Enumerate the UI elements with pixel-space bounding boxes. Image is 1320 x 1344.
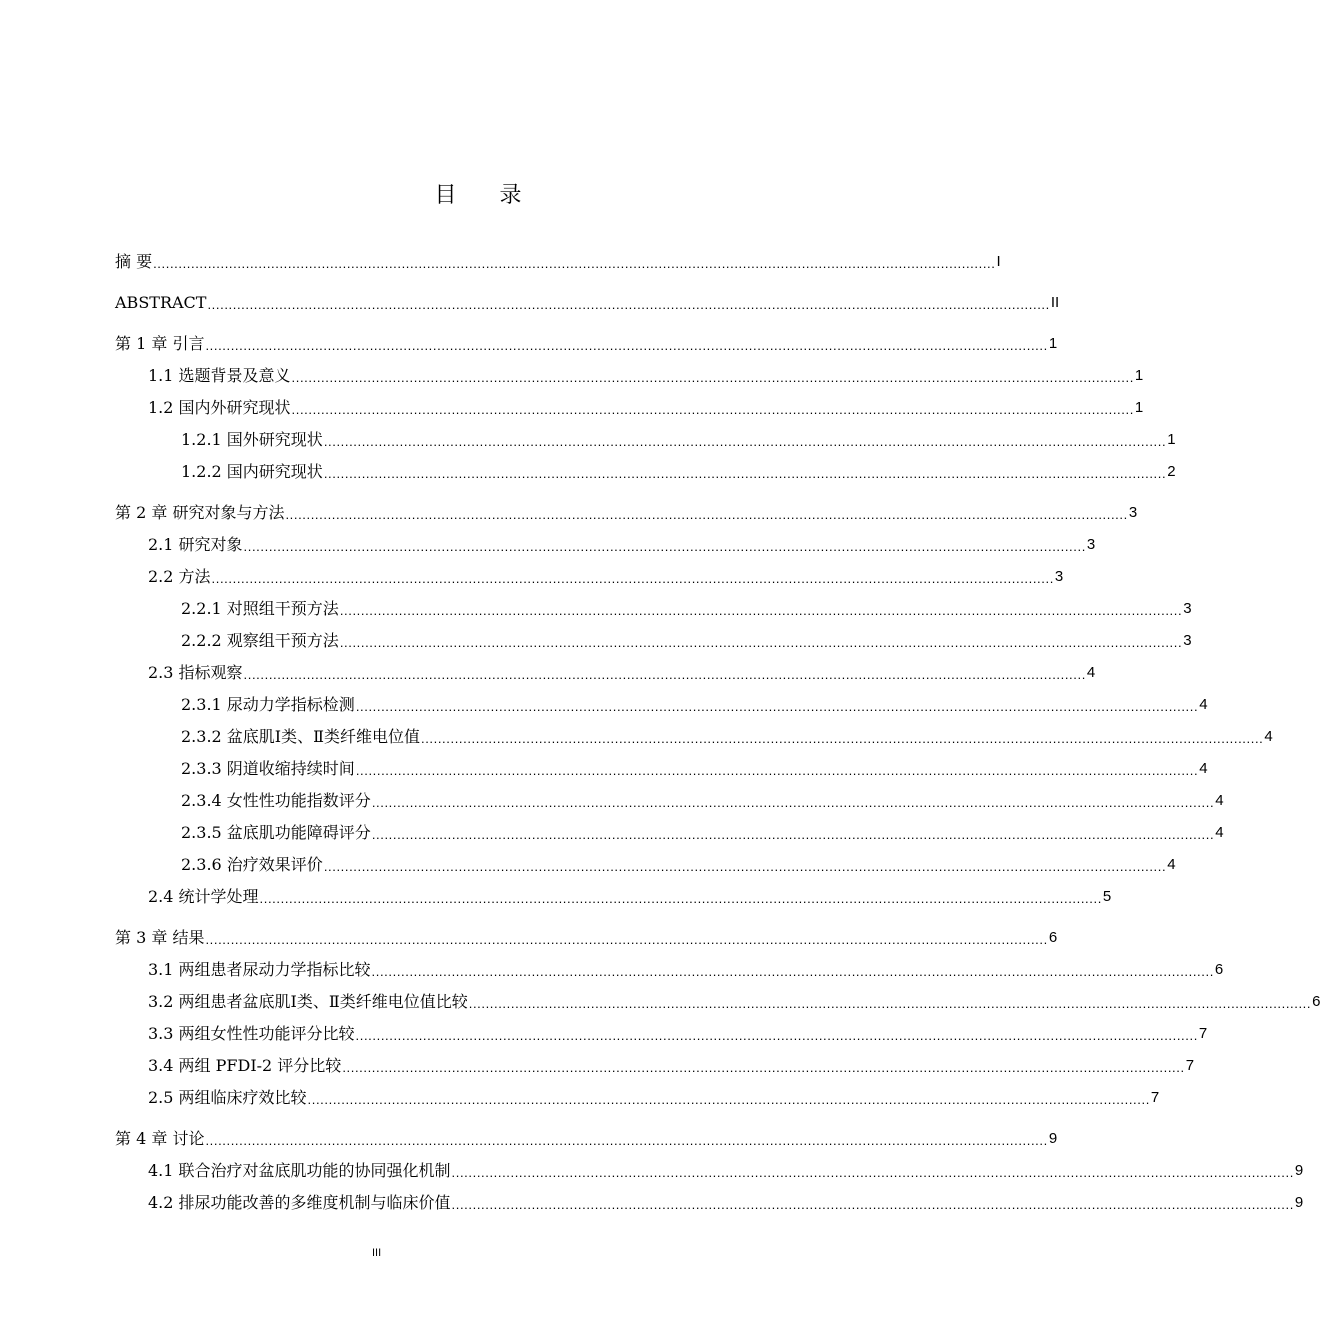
toc-entry[interactable] xyxy=(181,851,1176,875)
dot-leader: ........................................................................................................................................................................................................ xyxy=(205,932,1048,947)
toc-entry[interactable] xyxy=(181,595,1192,619)
toc-label: 4.1 联合治疗对盆底肌功能的协同强化机制 xyxy=(148,1161,451,1180)
toc-label: 2.2 方法 xyxy=(148,567,211,586)
toc-entry[interactable] xyxy=(115,1125,1058,1149)
toc-label: 2.2.2 观察组干预方法 xyxy=(181,631,339,650)
toc-entry[interactable] xyxy=(115,248,1001,272)
dot-leader: ........................................................................................................................................................................................................ xyxy=(323,466,1167,481)
toc-entry[interactable] xyxy=(181,691,1208,715)
dot-leader: ........................................................................................................................................................................................................ xyxy=(323,434,1167,449)
dot-leader: ........................................................................................................................................................................................................ xyxy=(421,731,1264,746)
toc-label: 3.4 两组 PFDI-2 评分比较 xyxy=(148,1056,342,1075)
dot-leader: ........................................................................................................................................................................................................ xyxy=(468,996,1312,1011)
toc-entry[interactable] xyxy=(181,458,1176,482)
toc-label: 2.3.3 阴道收缩持续时间 xyxy=(181,759,355,778)
toc-label: 2.3.1 尿动力学指标检测 xyxy=(181,695,355,714)
toc-label: 2.3.5 盆底肌功能障碍评分 xyxy=(181,823,371,842)
toc-entry[interactable] xyxy=(148,659,1096,683)
toc-entry[interactable] xyxy=(115,924,1058,948)
dot-leader: ........................................................................................................................................................................................................ xyxy=(211,571,1054,586)
toc-page-number: 5 xyxy=(1102,888,1112,905)
toc-page-number: II xyxy=(1050,294,1060,311)
dot-leader: ........................................................................................................................................................................................................ xyxy=(205,338,1048,353)
toc-entry[interactable] xyxy=(115,330,1058,354)
toc-label: 1.2.1 国外研究现状 xyxy=(181,430,323,449)
toc-label: 1.1 选题背景及意义 xyxy=(148,366,291,385)
toc-page-number: 4 xyxy=(1264,728,1273,745)
toc-label: 3.3 两组女性性功能评分比较 xyxy=(148,1024,355,1043)
toc-entry[interactable] xyxy=(148,563,1064,587)
toc-page-number: 3 xyxy=(1054,568,1064,585)
dot-leader: ........................................................................................................................................................................................................ xyxy=(339,603,1183,618)
toc-page-number: 6 xyxy=(1048,929,1058,946)
toc-entry[interactable] xyxy=(148,394,1144,418)
page-title: 目 录 xyxy=(434,183,540,208)
dot-leader: ........................................................................................................................................................................................................ xyxy=(243,667,1086,682)
toc-entry[interactable] xyxy=(148,988,1320,1012)
toc-label: 第 1 章 引言 xyxy=(115,334,205,353)
toc-page-number: 7 xyxy=(1150,1089,1160,1106)
toc-entry[interactable] xyxy=(148,362,1144,386)
toc-page-number: 1 xyxy=(1134,399,1144,416)
dot-leader: ........................................................................................................................................................................................................ xyxy=(243,539,1086,554)
toc-page-number: 1 xyxy=(1167,431,1176,448)
dot-leader: ........................................................................................................................................................................................................ xyxy=(207,297,1050,312)
toc-label: 2.3.6 治疗效果评价 xyxy=(181,855,323,874)
toc-entry[interactable] xyxy=(181,819,1224,843)
toc-label: 2.3.4 女性性功能指数评分 xyxy=(181,791,371,810)
toc-label: ABSTRACT xyxy=(115,293,207,312)
dot-leader: ........................................................................................................................................................................................................ xyxy=(371,827,1215,842)
dot-leader: ........................................................................................................................................................................................................ xyxy=(371,964,1214,979)
dot-leader: ........................................................................................................................................................................................................ xyxy=(205,1133,1048,1148)
toc-label: 1.2.2 国内研究现状 xyxy=(181,462,323,481)
toc-entry[interactable] xyxy=(148,1189,1304,1213)
toc-page-number: 1 xyxy=(1134,367,1144,384)
dot-leader: ........................................................................................................................................................................................................ xyxy=(355,699,1199,714)
dot-leader: ........................................................................................................................................................................................................ xyxy=(323,859,1167,874)
toc-page-number: 7 xyxy=(1185,1057,1195,1074)
toc-page-number: 9 xyxy=(1048,1130,1058,1147)
toc-label: 摘 要 xyxy=(115,252,153,271)
toc-entry[interactable] xyxy=(148,1084,1160,1108)
toc-page-number: 4 xyxy=(1215,824,1224,841)
toc-label: 2.3.2 盆底肌Ⅰ类、Ⅱ类纤维电位值 xyxy=(181,727,420,746)
toc-page-number: 4 xyxy=(1199,760,1208,777)
toc-label: 2.3 指标观察 xyxy=(148,663,243,682)
toc-page-number: 6 xyxy=(1312,993,1320,1010)
dot-leader: ........................................................................................................................................................................................................ xyxy=(355,763,1199,778)
toc-label: 4.2 排尿功能改善的多维度机制与临床价值 xyxy=(148,1193,451,1212)
toc-page-number: 3 xyxy=(1128,504,1138,521)
dot-leader: ........................................................................................................................................................................................................ xyxy=(259,891,1102,906)
toc-entry[interactable] xyxy=(148,883,1112,907)
toc-entry[interactable] xyxy=(148,531,1096,555)
toc-page-number: I xyxy=(996,253,1001,270)
dot-leader: ........................................................................................................................................................................................................ xyxy=(451,1197,1294,1212)
dot-leader: ........................................................................................................................................................................................................ xyxy=(291,370,1134,385)
dot-leader: ........................................................................................................................................................................................................ xyxy=(285,507,1128,522)
toc-page-number: 3 xyxy=(1086,536,1096,553)
toc-entry[interactable] xyxy=(148,1020,1208,1044)
toc-label: 2.4 统计学处理 xyxy=(148,887,259,906)
toc-page-number: 4 xyxy=(1199,696,1208,713)
toc-page-number: 9 xyxy=(1294,1162,1304,1179)
toc-label: 第 4 章 讨论 xyxy=(115,1129,205,1148)
toc-label: 1.2 国内外研究现状 xyxy=(148,398,291,417)
toc-label: 3.2 两组患者盆底肌Ⅰ类、Ⅱ类纤维电位值比较 xyxy=(148,992,468,1011)
toc-page-number: 4 xyxy=(1215,792,1224,809)
toc-entry[interactable] xyxy=(148,1157,1304,1181)
dot-leader: ........................................................................................................................................................................................................ xyxy=(342,1060,1185,1075)
toc-entry[interactable] xyxy=(181,426,1176,450)
toc-page-number: 6 xyxy=(1214,961,1224,978)
toc-entry[interactable] xyxy=(181,755,1208,779)
dot-leader: ........................................................................................................................................................................................................ xyxy=(355,1028,1198,1043)
toc-page-number: 3 xyxy=(1183,632,1192,649)
toc-label: 2.2.1 对照组干预方法 xyxy=(181,599,339,618)
toc-label: 第 2 章 研究对象与方法 xyxy=(115,503,285,522)
dot-leader: ........................................................................................................................................................................................................ xyxy=(339,635,1183,650)
toc-page-number: 1 xyxy=(1048,335,1058,352)
toc-entry[interactable] xyxy=(181,627,1192,651)
toc-label: 2.1 研究对象 xyxy=(148,535,243,554)
dot-leader: ........................................................................................................................................................................................................ xyxy=(451,1165,1294,1180)
toc-entry[interactable] xyxy=(148,956,1224,980)
toc-label: 2.5 两组临床疗效比较 xyxy=(148,1088,307,1107)
toc-entry[interactable] xyxy=(181,723,1273,747)
toc-page-number: 4 xyxy=(1167,856,1176,873)
toc-label: 第 3 章 结果 xyxy=(115,928,205,947)
toc-label: 3.1 两组患者尿动力学指标比较 xyxy=(148,960,371,979)
toc-page-number: 7 xyxy=(1198,1025,1208,1042)
toc-entry[interactable] xyxy=(181,787,1224,811)
dot-leader: ........................................................................................................................................................................................................ xyxy=(371,795,1215,810)
toc-entry[interactable] xyxy=(115,289,1060,313)
toc-page-number: 9 xyxy=(1294,1194,1304,1211)
dot-leader: ........................................................................................................................................................................................................ xyxy=(307,1092,1150,1107)
toc-page-number: 3 xyxy=(1183,600,1192,617)
toc-page-number: 4 xyxy=(1086,664,1096,681)
dot-leader: ........................................................................................................................................................................................................ xyxy=(153,256,996,271)
toc-entry[interactable] xyxy=(115,499,1138,523)
toc-page-number: 2 xyxy=(1167,463,1176,480)
toc-entry[interactable] xyxy=(148,1052,1195,1076)
page-footer-number: III xyxy=(372,1247,382,1259)
dot-leader: ........................................................................................................................................................................................................ xyxy=(291,402,1134,417)
